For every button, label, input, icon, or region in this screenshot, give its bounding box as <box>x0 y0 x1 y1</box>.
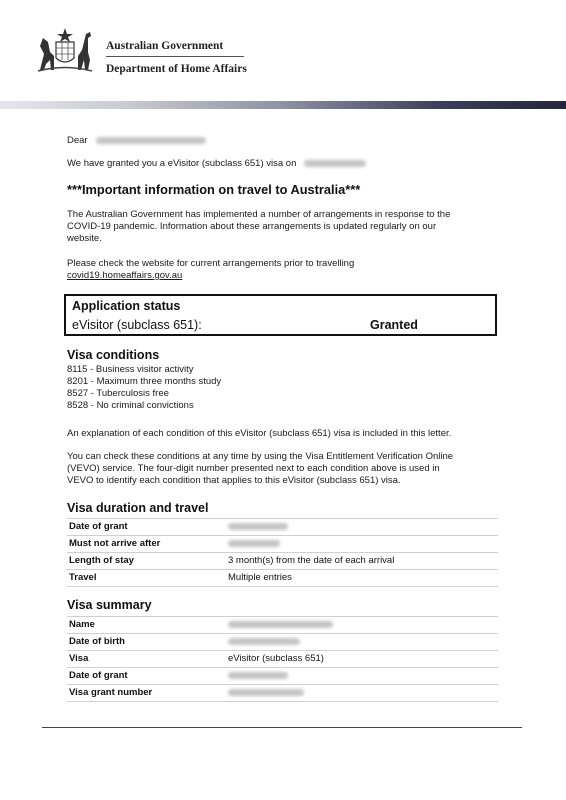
coat-of-arms-icon <box>34 24 96 74</box>
visa-summary-title: Visa summary <box>67 598 152 612</box>
header-banner <box>0 101 566 109</box>
table-row <box>67 518 498 535</box>
visa-summary-table <box>67 616 498 702</box>
vevo-paragraph-line: VEVO to identify each condition that applies to this eVisitor (subclass 651) visa. <box>67 475 401 486</box>
row-label: Date of grant <box>69 670 128 681</box>
redacted-value <box>228 672 288 679</box>
table-row <box>67 667 498 684</box>
list-item: 8201 - Maximum three months study <box>67 376 222 387</box>
grant-line <box>67 158 366 170</box>
row-value: 3 month(s) from the date of each arrival <box>228 555 395 566</box>
table-row <box>67 569 498 587</box>
redacted-value <box>228 638 300 645</box>
header-divider <box>106 56 244 57</box>
visa-conditions-list <box>67 364 221 412</box>
grant-text: We have granted you a eVisitor (subclass 651) visa on <box>67 158 297 169</box>
check-website-paragraph <box>67 258 354 282</box>
covid-paragraph-line: COVID-19 pandemic. Information about these arrangements is updated regularly on our <box>67 221 437 232</box>
table-row <box>67 616 498 633</box>
department-name: Department of Home Affairs <box>106 63 247 75</box>
row-label: Travel <box>69 572 97 583</box>
row-value: eVisitor (subclass 651) <box>228 653 324 664</box>
application-status-value: Granted <box>370 318 418 332</box>
covid-paragraph <box>67 209 450 245</box>
table-row <box>67 650 498 667</box>
table-row <box>67 633 498 650</box>
important-heading: ***Important information on travel to Australia*** <box>67 182 361 197</box>
footer-divider <box>42 727 522 728</box>
visa-duration-table <box>67 518 498 587</box>
row-value: Multiple entries <box>228 572 292 583</box>
row-label: Name <box>69 619 95 630</box>
redacted-value <box>228 621 333 628</box>
redacted-value <box>228 523 288 530</box>
government-name: Australian Government <box>106 40 224 52</box>
redacted-value <box>228 540 280 547</box>
visa-duration-title: Visa duration and travel <box>67 501 209 515</box>
table-row <box>67 535 498 552</box>
list-item: 8527 - Tuberculosis free <box>67 388 169 399</box>
row-label: Visa grant number <box>69 687 153 698</box>
salutation: Dear <box>67 135 88 146</box>
table-row <box>67 684 498 702</box>
application-status-title: Application status <box>72 299 181 313</box>
conditions-explanation: An explanation of each condition of this eVisitor (subclass 651) visa is included in this letter. <box>67 428 452 439</box>
salutation-line <box>67 135 206 147</box>
check-website-text: Please check the website for current arrangements prior to travelling <box>67 258 355 269</box>
covid-paragraph-line: The Australian Government has implemented a number of arrangements in response to the <box>67 209 451 220</box>
redacted-value <box>228 689 304 696</box>
application-status-label: eVisitor (subclass 651): <box>72 318 202 332</box>
list-item: 8115 - Business visitor activity <box>67 364 194 375</box>
table-row <box>67 552 498 569</box>
redacted-name <box>96 137 206 144</box>
application-status-box <box>64 294 497 336</box>
row-label: Date of grant <box>69 521 128 532</box>
vevo-paragraph-line: (VEVO) service. The four-digit number presented next to each condition above is used in <box>67 463 440 474</box>
visa-conditions-title: Visa conditions <box>67 348 160 362</box>
row-label: Length of stay <box>69 555 134 566</box>
vevo-paragraph <box>67 451 453 487</box>
row-label: Must not arrive after <box>69 538 161 549</box>
vevo-paragraph-line: You can check these conditions at any time by using the Visa Entitlement Verification Online <box>67 451 454 462</box>
row-label: Date of birth <box>69 636 125 647</box>
list-item: 8528 - No criminal convictions <box>67 400 194 411</box>
covid-paragraph-line: website. <box>67 233 102 244</box>
row-label: Visa <box>69 653 89 664</box>
redacted-grant-date <box>304 160 366 167</box>
covid-website-link[interactable]: covid19.homeaffairs.gov.au <box>67 270 183 281</box>
